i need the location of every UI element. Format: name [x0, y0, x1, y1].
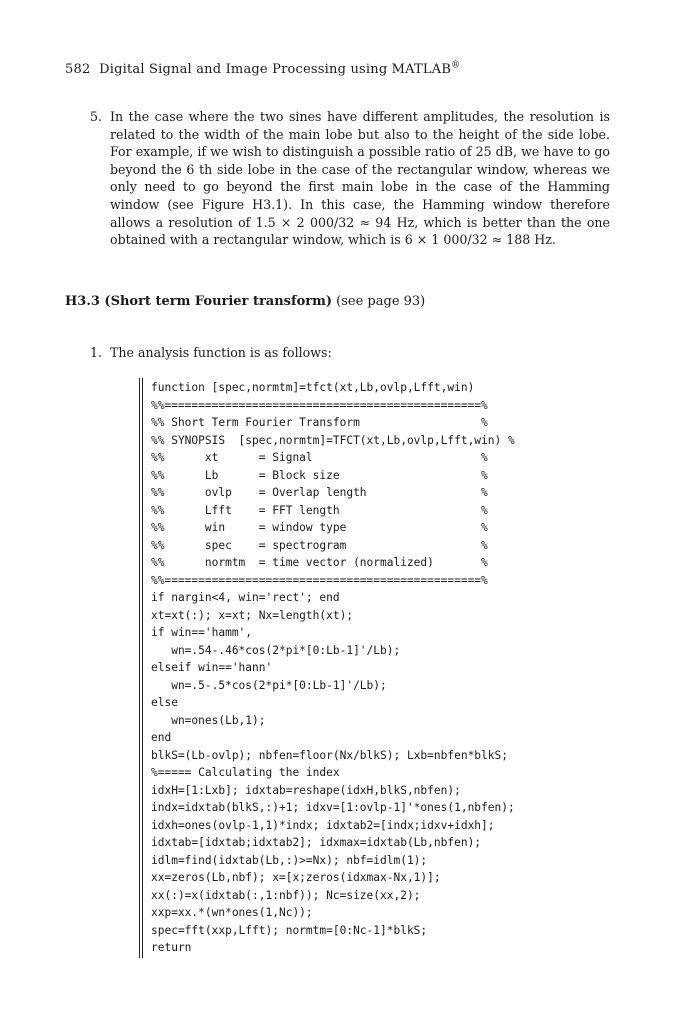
code-line: idxh=ones(ovlp-1,1)*indx; idxtab2=[indx;idxv+idxh];: [151, 818, 495, 832]
code-line: %% Lb = Block size %: [151, 468, 488, 482]
page-header: [65, 62, 460, 77]
formula-rect-resolution: 6 × 1 000/32 ≈ 188 Hz: [404, 232, 552, 248]
paragraph-end: .: [551, 232, 556, 248]
code-line: end: [151, 731, 172, 744]
code-line: %% Lfft = FFT length %: [151, 503, 488, 517]
page-number: 582: [65, 62, 91, 77]
list-item-text: The analysis function is as follows:: [110, 345, 332, 360]
code-line: wn=.54-.46*cos(2*pi*[0:Lb-1]'/Lb);: [151, 643, 401, 657]
code-line: if win=='hamm',: [151, 626, 253, 639]
code-line: %% win = window type %: [151, 521, 488, 534]
code-line: %% spec = spectrogram %: [151, 538, 488, 552]
formula-hamming-resolution: 1.5 × 2 000/32 ≈ 94 Hz: [255, 214, 415, 230]
code-margin-bar: [139, 378, 143, 958]
section-heading: [65, 294, 425, 309]
list-item-1: [90, 345, 332, 360]
list-item-number: 5.: [90, 109, 103, 124]
code-line: xt=xt(:); x=xt; Nx=length(xt);: [151, 608, 354, 622]
code-line: %% ovlp = Overlap length %: [151, 486, 488, 499]
book-title: Digital Signal and Image Processing using MATLAB: [99, 62, 452, 77]
code-line: %===== Calculating the index: [151, 766, 340, 779]
code-line: if nargin<4, win='rect'; end: [151, 591, 340, 604]
list-item-number: 1.: [90, 345, 103, 360]
code-line: %%===============================================%: [151, 398, 488, 412]
code-line: spec=fft(xxp,Lfft); normtm=[0:Nc-1]*blkS;: [151, 923, 428, 937]
code-line: indx=idxtab(blkS,:)+1; idxv=[1:ovlp-1]'*ones(1,nbfen);: [151, 801, 515, 814]
code-line: function [spec,normtm]=tfct(xt,Lb,ovlp,Lfft,win): [151, 381, 475, 394]
code-line: else: [151, 696, 178, 709]
code-line: %% SYNOPSIS [spec,normtm]=TFCT(xt,Lb,ovlp,Lfft,win) %: [151, 433, 515, 447]
code-line: xx=zeros(Lb,nbf); x=[x;zeros(idxmax-Nx,1)];: [151, 871, 441, 884]
list-item-5: [90, 108, 610, 249]
code-line: idlm=find(idxtab(Lb,:)>=Nx); nbf=idlm(1);: [151, 853, 428, 867]
code-listing: [151, 379, 515, 957]
page-reference: (see page 93): [336, 294, 426, 309]
code-line: idxH=[1:Lxb]; idxtab=reshape(idxH,blkS,nbfen);: [151, 783, 461, 797]
paragraph-text: , which is better than the one obtained with a rectangular window, which is: [110, 214, 610, 248]
code-line: wn=ones(Lb,1);: [151, 713, 266, 727]
code-line: wn=.5-.5*cos(2*pi*[0:Lb-1]'/Lb);: [151, 678, 387, 692]
code-line: blkS=(Lb-ovlp); nbfen=floor(Nx/blkS); Lxb=nbfen*blkS;: [151, 748, 508, 762]
code-line: return: [151, 941, 192, 954]
code-line: xxp=xx.*(wn*ones(1,Nc));: [151, 906, 313, 919]
code-line: %% normtm = time vector (normalized) %: [151, 556, 488, 569]
code-line: elseif win=='hann': [151, 661, 273, 674]
code-line: xx(:)=x(idxtab(:,1:nbf)); Nc=size(xx,2);: [151, 888, 421, 902]
paragraph-text: In the case where the two sines have different amplitudes, the resolution is related to the width of the main lobe but also to the height of the side lobe. For example, if we wish to distinguish a possible ratio of 25 dB, we have to go beyond the 6 th side lobe in the case of the rectangular window, whereas we only need to go beyond the first main lobe in the case of the Hamming window (see Figure H3.1). In this case, the Hamming window therefore allows a resolution of: [110, 109, 610, 230]
code-line: %% xt = Signal %: [151, 451, 488, 464]
paragraph-resolution: [110, 108, 610, 249]
section-title: H3.3 (Short term Fourier transform): [65, 294, 333, 309]
registered-mark: ®: [451, 60, 461, 71]
code-line: %% Short Term Fourier Transform %: [151, 416, 488, 429]
code-line: %%===============================================%: [151, 573, 488, 587]
code-line: idxtab=[idxtab;idxtab2]; idxmax=idxtab(Lb,nbfen);: [151, 836, 482, 849]
